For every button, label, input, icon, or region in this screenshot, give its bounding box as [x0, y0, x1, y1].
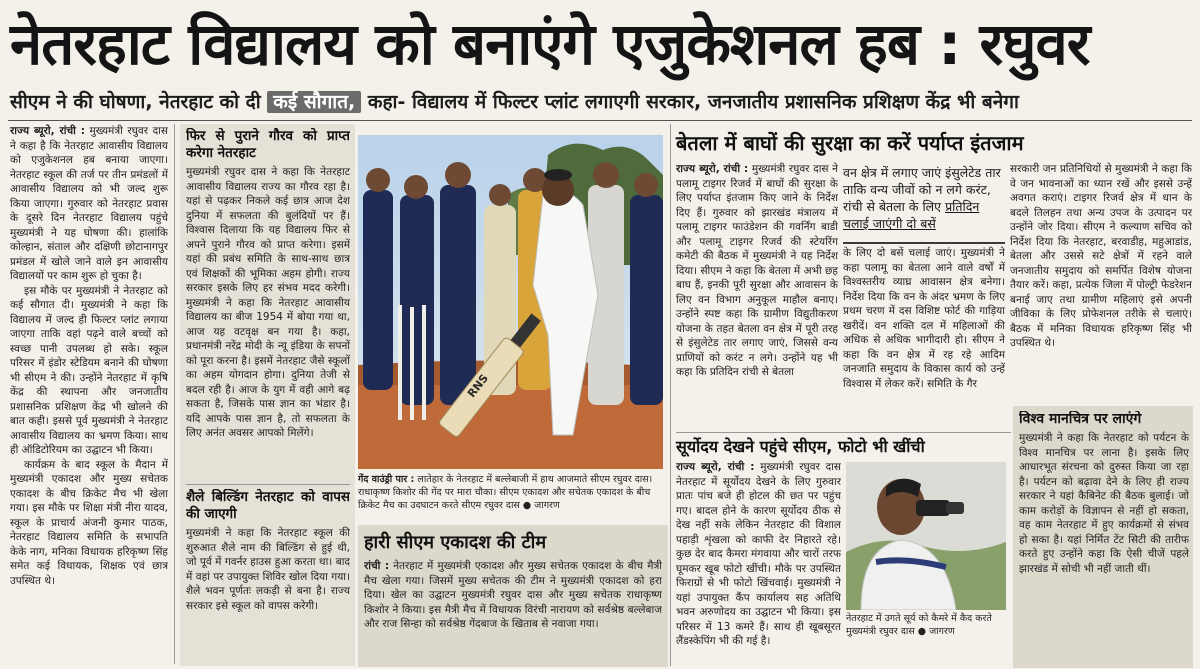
betla-column-1 [676, 162, 838, 430]
betla-pullquote: वन क्षेत्र में लगाए जाएं इंसुलेटेड तार ताकि वन्य जीवों को न लगे करंट, रांची से बेतला के लिए प्रतिदिन चलाई जाएंगी दो बसें [843, 164, 1005, 244]
shelly-box-title: शैले बिल्डिंग नेतरहाट को वापस की जाएगी [186, 489, 350, 522]
column-rule-2 [670, 124, 671, 666]
headline: नेतरहाट विद्यालय को बनाएंगे एजुकेशनल हब : रघुवर [10, 10, 1090, 78]
section-divider [676, 432, 1011, 433]
sunrise-dateline: राज्य ब्यूरो, रांची : [676, 461, 755, 473]
box-divider [186, 484, 350, 485]
betla-title: बेतला में बाघों की सुरक्षा का करें पर्याप्त इंतजाम [676, 131, 1024, 155]
main-story-p1: राज्य ब्यूरो, रांची : मुख्यमंत्री रघुवर दास ने कहा है कि नेतरहाट आवासीय विद्यालय को एजुकेशनल हब बनाया जाएगा। नेतरहाट स्कूल की तर्ज पर तीन प्रमंडलों में आवासीय विद्यालय को भी जल्द शुरू किया जाएगा। गुरुवार को नेतरहाट प्रवास के दूसरे दिन नेतरहाट विद्यालय पहुंचे मुख्यमंत्री ने यह घोषणा की। हालांकि कोल्हान, संताल और दक्षिणी छोटानागपुर प्रमंडल में खोले जाने वाले इन आवासीय विद्यालयों पर काम शुरू हो चुका है। [10, 125, 168, 282]
bat-brand-text: RNS [464, 371, 491, 400]
betla-column-3 [1010, 162, 1192, 424]
main-story-dateline: राज्य ब्यूरो, रांची : [10, 125, 85, 137]
sunrise-story [676, 460, 841, 665]
subhead-highlight: कई सौगात, [267, 91, 361, 113]
shelly-box [186, 489, 350, 664]
subheadline [10, 86, 1190, 118]
world-map-body: मुख्यमंत्री ने कहा कि नेतरहाट को पर्यटन के विश्व मानचित्र पर लाना है। इसके लिए आधारभूत संरचना को दुरुस्त किया जा रहा है। पर्यटन को बढ़ावा देने के लिए ही राज्य सरकार ने यहां कैबिनेट की बैठक बुलाई। जो काम करोड़ों के विज्ञापन से नहीं हो सकता, वह काम नेतरहाट में हुए कार्यक्रमों से संभव हो सका है। यहां निर्मित टेंट सिटी की तारीफ करते हुए उन्होंने कहा कि ऐसी चीजें पहले झारखंड में सोची भी नहीं जाती थीं। [1019, 432, 1189, 575]
sunrise-title: सूर्योदय देखने पहुंचे सीएम, फोटो भी खींची [676, 437, 925, 456]
betla-body-1: मुख्यमंत्री रघुवर दास ने पलामू टाइगर रिजर्व में बाघों की सुरक्षा के लिए पर्याप्त इंतजाम किए जाने के निर्देश दिए हैं। गुरुवार को झारखंड मंत्रालय में पलामू टाइगर फाउंडेशन की गवर्निंग बाडी और पलामू टाइगर रिजर्व की स्टेयरिंग कमेटी की बैठक में मुख्यमंत्री ने यह निर्देश दिया। सीएम ने कहा कि बेतला में अभी छह बाघ हैं, इनकी पूरी सुरक्षा और आवासन के लिए वन विभाग अनुकूल माहौल बनाए। उन्होंने स्पष्ट कहा कि ग्रामीण विद्युतीकरण योजना के तहत बेतला वन क्षेत्र में पूरी तरह से इंसुलेटेड तार लगाए जाएं, जिससे वन्य प्राणियों को करंट न लगे। उन्होंने यह भी कहा कि प्रतिदिन रांची से बेतला [676, 163, 838, 378]
lost-match-box [364, 531, 662, 663]
betla-pullquote-underline: प्रतिदिन चलाई जाएंगी दो बसें [843, 199, 980, 231]
top-rule [8, 120, 1192, 121]
glory-box [186, 128, 350, 478]
glory-box-body: मुख्यमंत्री रघुवर दास ने कहा कि नेतरहाट आवासीय विद्यालय राज्य का गौरव रहा है। यहां से पढ़कर निकले कई छात्र आज देश दुनिया में सफलता की बुलंदियों पर हैं। विश्वास दिलाया कि यह विद्यालय फिर से अपने पुराने गौरव को प्राप्त करेगा। इसमें यहां की प्रबंध समिति के साथ-साथ छात्र एवं शिक्षकों की भूमिका अहम होगी। राज्य सरकार इसके लिए हर संभव मदद करेगी। मुख्यमंत्री ने कहा कि नेतरहाट आवासीय विद्यालय का बीज 1954 में बोया गया था, आज यह वटवृक्ष बन गया है। कहा, प्रधानमंत्री नरेंद्र मोदी के न्यू इंडिया के सपनों को पूरा करना है। इसमें नेतरहाट जैसे स्कूलों का अहम योगदान होगा। दुनिया तेजी से बदल रही है। आज के युग में वही आगे बढ़ सकता है, जिसके पास ज्ञान का भंडार है। यदि आपके पास ज्ञान है, तो सफलता के लिए अनंत अवसर आपको मिलेंगे। [186, 166, 350, 439]
betla-column-2 [843, 246, 1005, 430]
sunrise-body: मुख्यमंत्री रघुवर दास नेतरहाट में सूर्योदय देखने के लिए गुरुवार प्रातः पांच बजे ही होटल की छत पर पहुंच गए। बादल होने के कारण सूर्योदय ठीक से देख नहीं सके लेकिन नेतरहाट की विशाल पहाड़ी शृंखला को काफी देर निहारते रहे। कुछ देर बाद कैमरा मंगवाया और चारों तरफ घूमकर खूब फोटो खींची। मौके पर उपस्थित फिराग्रों से भी फोटो खिंचवाई। मुख्यमंत्री ने यहां उपायुक्त कैंप कार्यालय सह अतिथि भवन अरुणोदय का उद्घाटन भी किया। इस परिसर में 13 कमरे हैं। साथ ही खूबसूरत लैंडस्केपिंग भी की गई है। [676, 461, 841, 647]
photo-credit: ● जागरण [522, 500, 560, 511]
sunrise-photo [846, 462, 1006, 610]
lost-match-body: रांची : नेतरहाट में मुख्यमंत्री एकादश और मुख्य सचेतक एकादश के बीच मैत्री मैच खेला गया। जिसमें मुख्य सचेतक की टीम ने मुख्यमंत्री एकादश को हरा दिया। खेल का उद्घाटन मुख्यमंत्री रघुवर दास और मुख्य सचेतक राधाकृष्ण किशोर ने किया। इस मैत्री मैच में विधायक विरंची नारायण को सर्वश्रेष्ठ बल्लेबाज और राज सिन्हा को सर्वश्रेष्ठ गेंदबाज के खिताब से नवाजा गया। [364, 560, 662, 630]
cricket-photo [358, 135, 663, 469]
sunrise-caption: नेतरहाट में उगते सूर्य को कैमरे में कैद करते मुख्यमंत्री रघुवर दास ● जागरण [846, 613, 992, 637]
world-map-title: विश्व मानचित्र पर लाएंगे [1019, 411, 1142, 427]
shelly-box-body: मुख्यमंत्री ने कहा कि नेतरहाट स्कूल की शुरुआत शैले नाम की बिल्डिंग से हुई थी, जो पूर्व में गवर्नर हाउस हुआ करता था। बाद में वहां पर उपायुक्त शिविर खोल दिया गया। शैले भवन पूर्णतः लकड़ी से बना है। राज्य सरकार इसे स्कूल को वापस करेगी। [186, 527, 350, 612]
subhead-text-2: कहा- विद्यालय में फिल्टर प्लांट लगाएगी सरकार, जनजातीय प्रशासनिक प्रशिक्षण केंद्र भी बनेगा [367, 91, 1019, 113]
glory-box-title: फिर से पुराने गौरव को प्राप्त करेगा नेतरहाट [186, 128, 350, 161]
main-story [10, 124, 168, 664]
main-story-p3: कार्यक्रम के बाद स्कूल के मैदान में मुख्यमंत्री एकादश और मुख्य सचेतक एकादश के बीच क्रिकेट मैच भी खेला गया। इस मौके पर शिक्षा मंत्री नीरा यादव, स्कूल के प्राचार्य अंजनी कुमार पाठक, नेतरहाट विद्यालय समिति के सभापति केके नाग, मनिका विधायक हरिकृष्ण सिंह समेत कई विधायक, शिक्षक एवं छात्र उपस्थित थे। [10, 458, 168, 587]
photo-caption: गेंद वाउंड्री पार : लातेहार के नेतरहाट में बल्लेबाजी में हाथ आजमाते सीएम रघुवर दास। राधाकृष्ण किशोर की गेंद पर मारा चौका। सीएम एकादश और सचेतक एकादश के बीच क्रिकेट मैच का उदघाटन करते सीएम रघुवर दास ● जागरण [358, 474, 653, 511]
betla-body-3: सरकारी जन प्रतिनिधियों से मुख्यमंत्री ने कहा कि वे जन भावनाओं का ध्यान रखें और इससे उन्हें अवगत कराएं। टाइगर रिजर्व क्षेत्र में धान के बदले तिलहन तथा अन्य उपज के उत्पादन पर उन्होंने जोर दिया। सीएम ने कल्याण सचिव को निर्देश दिया कि नेतरहाट, बरवाडीह, महुआडांड, बेतला और उससे सटे क्षेत्रों में रहने वाले जनजातीय समुदाय को समर्पित विशेष योजना तैयार करें। कहा, प्रत्येक जिला में पोल्ट्री फेडरेशन बनाई जाए तथा ग्रामीण महिलाएं इसे अपनी जीविका के लिए प्रोफेशनल तरीके से चलाएं। बैठक में मनिका विधायक हरिकृष्ण सिंह भी उपस्थित थे। [1010, 163, 1192, 349]
betla-body-2: के लिए दो बसें चलाई जाएं। मुख्यमंत्री ने कहा पलामू का बेतला आने वाले वर्षों में विश्वस्तरीय व्याघ्र आवासन क्षेत्र बनेगा। निर्देश दिया कि वन के अंदर भ्रमण के लिए प्रथम चरण में दस विशिष्ट फोर्ट की गाड़िया खरीदें। वन शक्ति दल में महिलाओं की अधिक से अधिक भागीदारी हो। सीएम ने कहा कि वन क्षेत्र में रह रहे आदिम जनजाति समुदाय के विकास कार्य को उन्हें विश्वास में लेकर करें। समिति के गैर [843, 247, 1005, 390]
main-story-p2: इस मौके पर मुख्यमंत्री ने नेतरहाट को कई सौगात दी। मुख्यमंत्री ने कहा कि विद्यालय में जल्द ही फिल्टर प्लांट लगाया जाएगा ताकि वहां पढ़ने वाले बच्चों को स्वच्छ पानी उपलब्ध हो सके। स्कूल परिसर में इंडोर स्टेडियम बनाने की घोषणा भी सीएम ने की। उन्होंने नेतरहाट में कृषि केंद्र की स्थापना और जनजातीय प्रशासनिक प्रशिक्षण केंद्र भी खोलने की बात कही। इससे पूर्व मुख्यमंत्री ने नेतरहाट आवासीय विद्यालय का भ्रमण किया। साथ ही ऑडिटोरियम का उद्घाटन भी किया। [10, 284, 168, 456]
world-map-box [1019, 411, 1189, 663]
photo-caption-lead: गेंद वाउंड्री पार : [358, 474, 415, 485]
subhead-text-1: सीएम ने की घोषणा, नेतरहाट को दी [10, 91, 261, 113]
betla-dateline: राज्य ब्यूरो, रांची : [676, 163, 749, 175]
column-rule [174, 124, 175, 664]
lost-match-title: हारी सीएम एकादश की टीम [364, 532, 547, 553]
